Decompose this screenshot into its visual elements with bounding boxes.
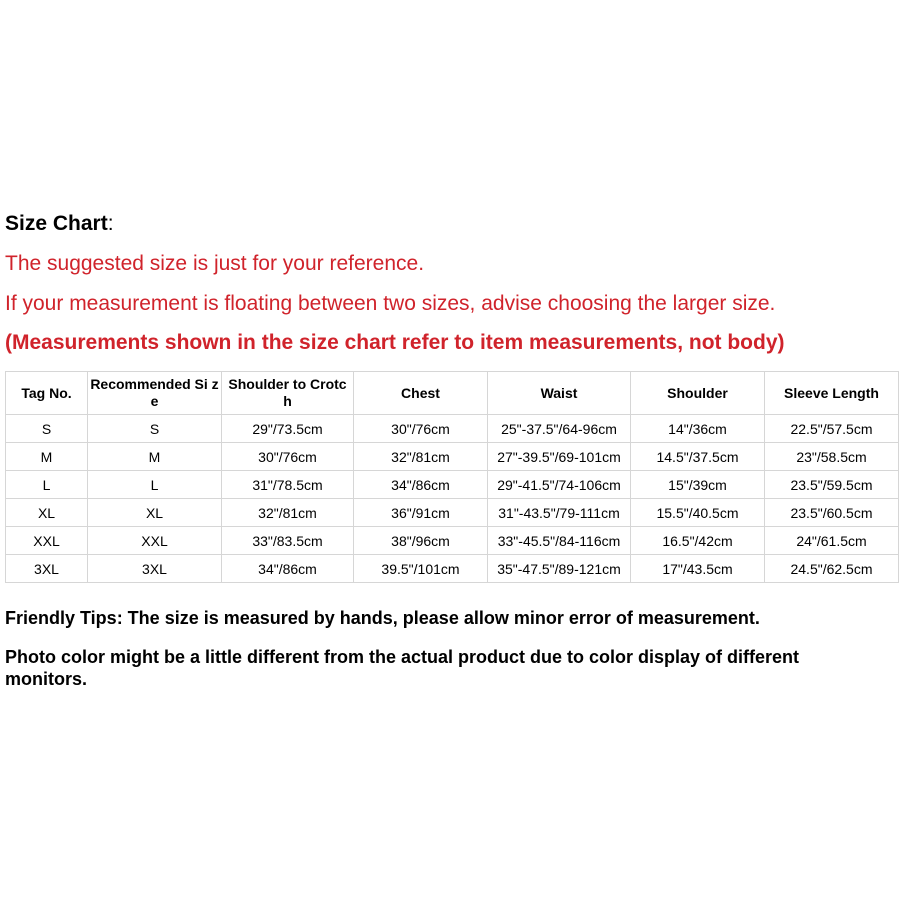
- cell-tag-no: 3XL: [6, 555, 88, 583]
- cell-recommended-size: 3XL: [88, 555, 222, 583]
- cell-tag-no: S: [6, 415, 88, 443]
- cell-sleeve-length: 24"/61.5cm: [765, 527, 899, 555]
- cell-chest: 38"/96cm: [354, 527, 488, 555]
- header-sleeve-length: Sleeve Length: [765, 372, 899, 415]
- table-row: [6, 471, 899, 499]
- cell-shoulder: 15.5"/40.5cm: [631, 499, 765, 527]
- cell-waist: 35"-47.5"/89-121cm: [488, 555, 631, 583]
- table-header-row: [6, 372, 899, 415]
- size-chart-title-text: Size Chart: [5, 212, 108, 235]
- cell-tag-no: M: [6, 443, 88, 471]
- cell-shoulder-to-crotch: 29"/73.5cm: [222, 415, 354, 443]
- cell-shoulder: 14.5"/37.5cm: [631, 443, 765, 471]
- cell-chest: 30"/76cm: [354, 415, 488, 443]
- photo-color-note: Photo color might be a little different from the actual product due to color display of different monitors.: [5, 647, 800, 689]
- cell-waist: 25"-37.5"/64-96cm: [488, 415, 631, 443]
- friendly-tips: Friendly Tips: The size is measured by hands, please allow minor error of measurement.: [5, 608, 760, 628]
- table-row: [6, 555, 899, 583]
- table-row: [6, 443, 899, 471]
- cell-waist: 29"-41.5"/74-106cm: [488, 471, 631, 499]
- cell-tag-no: L: [6, 471, 88, 499]
- cell-shoulder: 14"/36cm: [631, 415, 765, 443]
- cell-shoulder-to-crotch: 30"/76cm: [222, 443, 354, 471]
- cell-tag-no: XL: [6, 499, 88, 527]
- cell-waist: 27"-39.5"/69-101cm: [488, 443, 631, 471]
- cell-chest: 36"/91cm: [354, 499, 488, 527]
- cell-sleeve-length: 24.5"/62.5cm: [765, 555, 899, 583]
- table-row: [6, 415, 899, 443]
- table-row: [6, 527, 899, 555]
- cell-shoulder-to-crotch: 32"/81cm: [222, 499, 354, 527]
- cell-recommended-size: XL: [88, 499, 222, 527]
- cell-sleeve-length: 23.5"/60.5cm: [765, 499, 899, 527]
- header-tag-no: Tag No.: [6, 372, 88, 415]
- cell-chest: 32"/81cm: [354, 443, 488, 471]
- cell-waist: 33"-45.5"/84-116cm: [488, 527, 631, 555]
- cell-recommended-size: S: [88, 415, 222, 443]
- reference-note: The suggested size is just for your reference.: [5, 252, 425, 275]
- cell-chest: 34"/86cm: [354, 471, 488, 499]
- header-recommended-size: Recommended Si ze: [88, 372, 222, 415]
- cell-waist: 31"-43.5"/79-111cm: [488, 499, 631, 527]
- header-chest: Chest: [354, 372, 488, 415]
- cell-recommended-size: XXL: [88, 527, 222, 555]
- header-shoulder-to-crotch: Shoulder to Crotc h: [222, 372, 354, 415]
- cell-shoulder-to-crotch: 31"/78.5cm: [222, 471, 354, 499]
- header-shoulder: Shoulder: [631, 372, 765, 415]
- cell-sleeve-length: 23"/58.5cm: [765, 443, 899, 471]
- cell-shoulder-to-crotch: 33"/83.5cm: [222, 527, 354, 555]
- cell-shoulder: 16.5"/42cm: [631, 527, 765, 555]
- cell-recommended-size: M: [88, 443, 222, 471]
- sizing-advice-note: If your measurement is floating between two sizes, advise choosing the larger size.: [5, 292, 776, 315]
- cell-shoulder: 17"/43.5cm: [631, 555, 765, 583]
- cell-recommended-size: L: [88, 471, 222, 499]
- cell-sleeve-length: 23.5"/59.5cm: [765, 471, 899, 499]
- size-chart-title: [5, 211, 114, 237]
- size-table: [5, 371, 899, 583]
- cell-shoulder-to-crotch: 34"/86cm: [222, 555, 354, 583]
- cell-tag-no: XXL: [6, 527, 88, 555]
- cell-shoulder: 15"/39cm: [631, 471, 765, 499]
- cell-sleeve-length: 22.5"/57.5cm: [765, 415, 899, 443]
- measurement-disclaimer: (Measurements shown in the size chart refer to item measurements, not body): [5, 331, 785, 354]
- table-row: [6, 499, 899, 527]
- cell-chest: 39.5"/101cm: [354, 555, 488, 583]
- size-chart-title-colon: :: [107, 212, 114, 235]
- header-waist: Waist: [488, 372, 631, 415]
